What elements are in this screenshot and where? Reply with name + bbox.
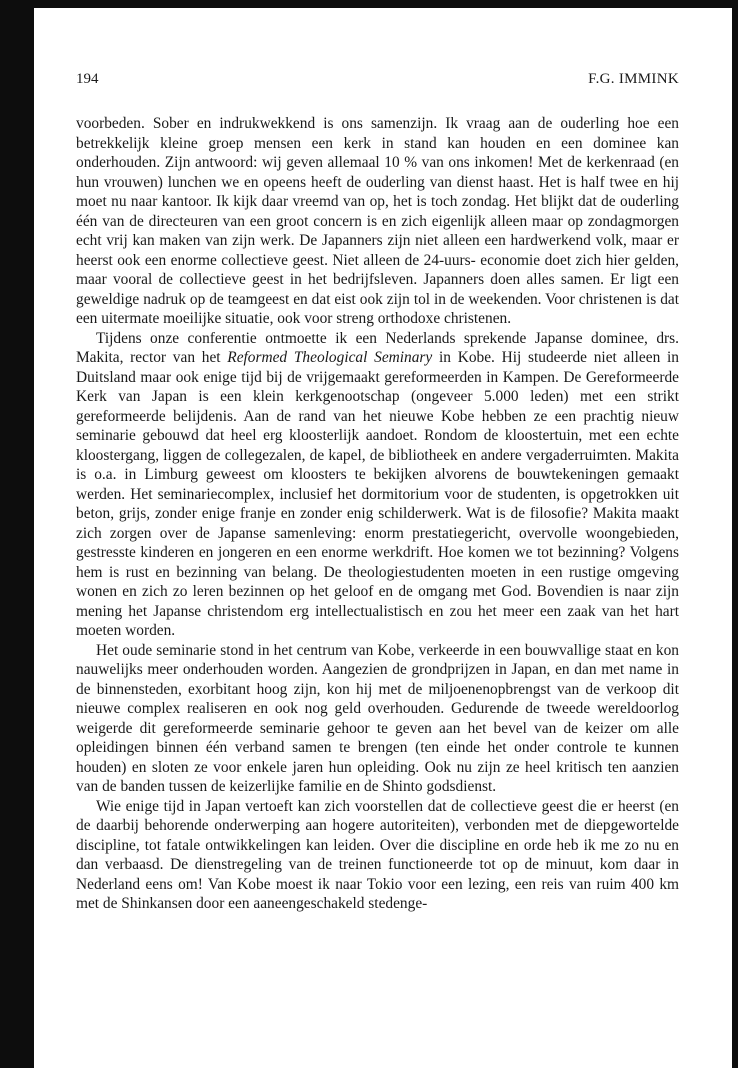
paragraph-3: Het oude seminarie stond in het centrum van Kobe, verkeerde in een bouwvallige staat en kon nauwelijks meer onderhouden worden. Aangezien de grondprijzen in Japan, en dan met name in de binnensteden, exorbitant hoog zijn, kon hij met de miljoenenopbrengst van de verkoop dit nieuwe complex realiseren en ook nog geld overhouden. Gedurende de tweede wereldoorlog weigerde dit gereformeerde seminarie gehoor te geven aan het bevel van de keizer om alle opleidingen binnen één verband samen te brengen (ten einde het onder controle te kunnen houden) en sloten ze voor enkele jaren hun opleiding. Ook nu zijn ze heel kritisch ten aanzien van de banden tussen de keizerlijke familie en de Shinto godsdienst. [76,641,679,795]
scan-border-left [0,0,34,1068]
paragraph-2-after: in Kobe. Hij studeerde niet alleen in Duitsland maar ook enige tijd bij de vrijgemaakt gereformeerden in Kampen. De Gereformeerde Kerk van Japan is een klein kerkgenootschap (ongeveer 5.000 leden) met een strikt gereformeerde belijdenis. Aan de rand van het nieuwe Kobe hebben ze een prachtig nieuw seminarie gebouwd dat heel erg kloosterlijk aandoet. Rondom de kloostertuin, met een echte kloostergang, liggen de collegezalen, de kapel, de bibliotheek en andere vergaderruimten. Makita is o.a. in Limburg geweest om kloosters te bekijken alvorens de bouwtekeningen gemaakt werden. Het seminariecomplex, inclusief het dormitorium voor de studenten, is opgetrokken uit beton, grijs, zonder enige franje en zonder enig schilderwerk. Wat is de filosofie? Makita maakt zich zorgen over de Japanse samenleving: enorm prestatiegericht, overvolle woongebieden, gestresste kinderen en jongeren en een enorme werkdrift. Hoe komen we tot bezinning? Volgens hem is rust en bezinning van belang. De theologiestudenten moeten in een rustige omgeving wonen en zich zo leren bezinnen op het geloof en de omgang met God. Bovendien is naar zijn mening het Japanse christendom erg intellectualistisch en zou het meer een zaak van het hart moeten worden. [76,349,679,639]
running-head-author: F.G. IMMINK [588,71,679,87]
paragraph-4: Wie enige tijd in Japan vertoeft kan zich voorstellen dat de collectieve geest die er heerst (en de daarbij behorende onderwerping aan hogere autoriteiten), verbonden met de diepgewortelde discipline, tot fatale ontwikkelingen kan leiden. Over die discipline en orde heb ik me zo nu en dan verbaasd. De dienstregeling van de treinen functioneerde tot op de minuut, kom daar in Nederland eens om! Van Kobe moest ik naar Tokio voor een lezing, een reis van ruim 400 km met de Shinkansen door een aaneengeschakeld stedenge- [76,797,679,912]
page-number: 194 [76,71,99,87]
paragraph-1: voorbeden. Sober en indrukwekkend is ons samenzijn. Ik vraag aan de ouderling hoe een betrekkelijk kleine groep mensen een kerk in stand kan houden en een dominee kan onderhouden. Zijn antwoord: wij geven allemaal 10 % van ons inkomen! Met de kerkenraad (en hun vrouwen) lunchen we en opeens heeft de ouderling van dienst haast. Het is half twee en hij moet nu naar kantoor. Ik kijk daar vreemd van op, het is toch zondag. Het blijkt dat de ouderling één van de directeuren van een groot concern is en zich eigenlijk alleen maar op zondagmorgen echt vrij kan maken van zijn werk. De Japanners zijn niet alleen een hardwerkend volk, maar er heerst ook een enorme collectieve geest. Niet alleen de 24-uurs- economie doet zich hier gelden, maar vooral de collectieve geest in het bedrijfsleven. Japanners doen alles samen. Er ligt een geweldige nadruk op de teamgeest en dat eist ook zijn tol in de weekenden. Voor christenen is dat een uitermate moeilijke situatie, ook voor streng orthodoxe christenen. [76,115,679,327]
scan-border-top [0,0,738,8]
body-text [76,114,679,914]
paragraph-2-before: Tijdens onze conferentie ontmoette ik een Nederlands sprekende Japanse dominee, drs. Makita, rector van het [76,329,679,366]
seminary-name-italic: Reformed Theological Seminary [227,349,433,366]
scan-border-right [732,0,738,1068]
paragraph-2 [76,329,679,641]
